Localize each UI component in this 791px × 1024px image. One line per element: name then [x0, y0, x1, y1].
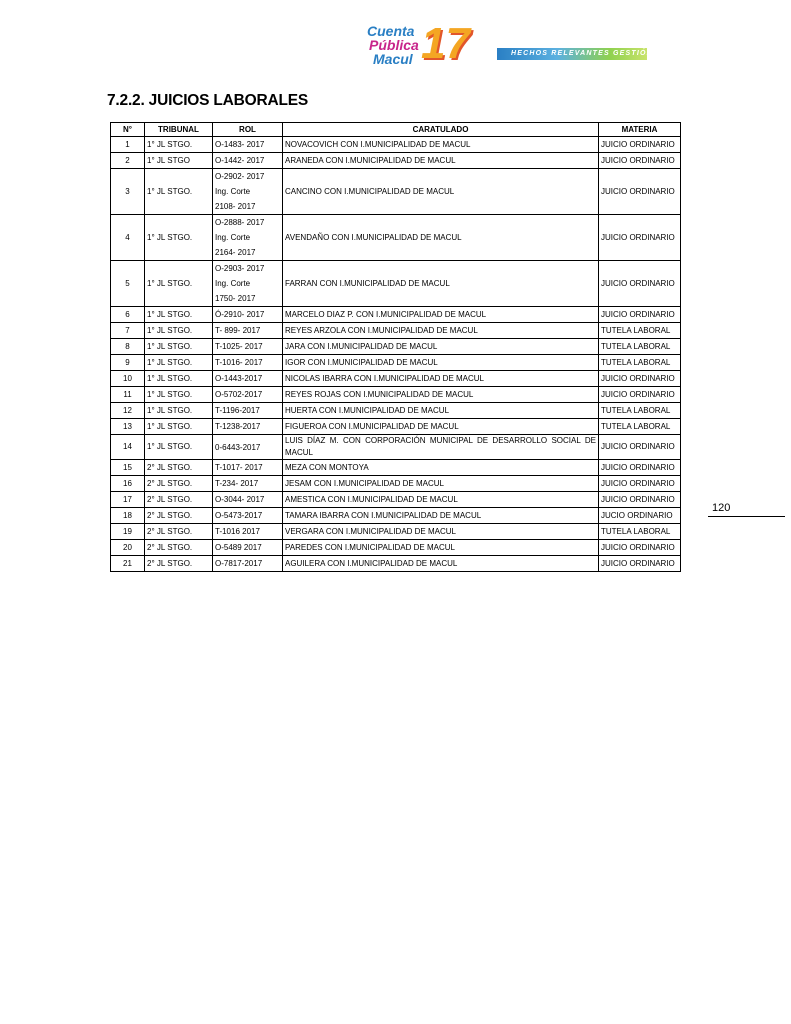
cell-caratulado: VERGARA CON I.MUNICIPALIDAD DE MACUL: [283, 524, 599, 540]
cell-materia: JUCIO ORDINARIO: [599, 508, 681, 524]
cell-number: 9: [111, 355, 145, 371]
cell-rol: [213, 403, 283, 419]
cell-caratulado: AGUILERA CON I.MUNICIPALIDAD DE MACUL: [283, 556, 599, 572]
rol-line: T-1017- 2017: [215, 463, 263, 472]
table-row: [111, 169, 681, 215]
cell-number: 11: [111, 387, 145, 403]
page-number: 120: [712, 502, 731, 514]
rol-line: O-5702-2017: [215, 390, 263, 399]
rol-line: O-2888- 2017: [215, 218, 265, 227]
cell-caratulado: FARRAN CON I.MUNICIPALIDAD DE MACUL: [283, 261, 599, 307]
rol-line: O-1483- 2017: [215, 140, 265, 149]
cell-caratulado: JARA CON I.MUNICIPALIDAD DE MACUL: [283, 339, 599, 355]
cell-tribunal: 2° JL STGO.: [145, 540, 213, 556]
cell-caratulado: REYES ARZOLA CON I.MUNICIPALIDAD DE MACUL: [283, 323, 599, 339]
rol-line: Ó-2910- 2017: [215, 310, 265, 319]
cell-tribunal: 2° JL STGO.: [145, 524, 213, 540]
table-body: [111, 137, 681, 572]
cell-rol: [213, 323, 283, 339]
cell-tribunal: 1° JL STGO.: [145, 323, 213, 339]
cell-materia: JUICIO ORDINARIO: [599, 476, 681, 492]
cell-materia: JUICIO ORDINARIO: [599, 387, 681, 403]
rol-line: O-5489 2017: [215, 543, 262, 552]
cell-tribunal: 1° JL STGO.: [145, 387, 213, 403]
cell-rol: [213, 261, 283, 307]
cell-materia: JUICIO ORDINARIO: [599, 153, 681, 169]
cell-rol: [213, 435, 283, 460]
column-header-rol: ROL: [213, 123, 283, 137]
table-row: [111, 307, 681, 323]
cell-materia: JUICIO ORDINARIO: [599, 137, 681, 153]
logo-wordmark: [367, 24, 419, 66]
cell-number: 12: [111, 403, 145, 419]
cell-rol: [213, 387, 283, 403]
cell-materia: JUICIO ORDINARIO: [599, 556, 681, 572]
column-header-tribunal: TRIBUNAL: [145, 123, 213, 137]
cell-materia: JUICIO ORDINARIO: [599, 307, 681, 323]
cell-tribunal: 1° JL STGO.: [145, 371, 213, 387]
cell-rol: [213, 524, 283, 540]
cell-tribunal: 1° JL STGO.: [145, 339, 213, 355]
cell-tribunal: 1° JL STGO: [145, 153, 213, 169]
cell-caratulado: CANCINO CON I.MUNICIPALIDAD DE MACUL: [283, 169, 599, 215]
table-row: [111, 476, 681, 492]
table-row: [111, 524, 681, 540]
banner-text: HECHOS RELEVANTES GESTIÓN 2017: [511, 50, 677, 57]
cell-caratulado: MEZA CON MONTOYA: [283, 460, 599, 476]
table-row: [111, 339, 681, 355]
cell-caratulado: AMESTICA CON I.MUNICIPALIDAD DE MACUL: [283, 492, 599, 508]
cell-materia: TUTELA LABORAL: [599, 403, 681, 419]
table-row: [111, 460, 681, 476]
rol-line: 1750- 2017: [215, 294, 256, 303]
cell-caratulado: ARANEDA CON I.MUNICIPALIDAD DE MACUL: [283, 153, 599, 169]
cell-tribunal: 1° JL STGO.: [145, 355, 213, 371]
cell-materia: JUICIO ORDINARIO: [599, 371, 681, 387]
rol-line: O-1442- 2017: [215, 156, 265, 165]
cell-materia: TUTELA LABORAL: [599, 524, 681, 540]
cell-tribunal: 1° JL STGO.: [145, 261, 213, 307]
cell-rol: [213, 215, 283, 261]
table-row: [111, 540, 681, 556]
cell-materia: JUICIO ORDINARIO: [599, 261, 681, 307]
rol-line: T- 899- 2017: [215, 326, 261, 335]
cell-number: 18: [111, 508, 145, 524]
cell-number: 1: [111, 137, 145, 153]
cell-caratulado: REYES ROJAS CON I.MUNICIPALIDAD DE MACUL: [283, 387, 599, 403]
cell-rol: [213, 169, 283, 215]
table-row: [111, 215, 681, 261]
cell-caratulado: LUIS DÍAZ M. CON CORPORACIÓN MUNICIPAL DE DESARROLLO SOCIAL DE MACUL: [283, 435, 599, 460]
cell-tribunal: 2° JL STGO.: [145, 476, 213, 492]
table-row: [111, 508, 681, 524]
logo-line-2: Pública: [369, 37, 419, 53]
table-row: [111, 403, 681, 419]
cell-rol: [213, 153, 283, 169]
cell-caratulado: NICOLAS IBARRA CON I.MUNICIPALIDAD DE MACUL: [283, 371, 599, 387]
rol-line: T-1016 2017: [215, 527, 260, 536]
cell-rol: [213, 556, 283, 572]
rol-line: O-5473-2017: [215, 511, 263, 520]
page-number-rule: [708, 516, 785, 517]
cell-number: 7: [111, 323, 145, 339]
cell-materia: JUICIO ORDINARIO: [599, 492, 681, 508]
rol-line: T-1025- 2017: [215, 342, 263, 351]
cell-rol: [213, 137, 283, 153]
cell-rol: [213, 540, 283, 556]
column-header-caratulado: CARATULADO: [283, 123, 599, 137]
cell-number: 20: [111, 540, 145, 556]
cell-materia: TUTELA LABORAL: [599, 323, 681, 339]
cell-rol: [213, 355, 283, 371]
table-header-row: [111, 123, 681, 137]
cell-number: 19: [111, 524, 145, 540]
cell-tribunal: 2° JL STGO.: [145, 508, 213, 524]
cell-materia: TUTELA LABORAL: [599, 355, 681, 371]
cell-caratulado: PAREDES CON I.MUNICIPALIDAD DE MACUL: [283, 540, 599, 556]
header-banner: [497, 48, 677, 60]
cell-caratulado: MARCELO DIAZ P. CON I.MUNICIPALIDAD DE MACUL: [283, 307, 599, 323]
cell-materia: TUTELA LABORAL: [599, 419, 681, 435]
cell-materia: JUICIO ORDINARIO: [599, 460, 681, 476]
table-row: [111, 261, 681, 307]
cell-number: 4: [111, 215, 145, 261]
table-row: [111, 137, 681, 153]
table-row: [111, 435, 681, 460]
cell-tribunal: 1° JL STGO.: [145, 419, 213, 435]
cell-caratulado: TAMARA IBARRA CON I.MUNICIPALIDAD DE MACUL: [283, 508, 599, 524]
cell-rol: [213, 460, 283, 476]
table-row: [111, 387, 681, 403]
cell-materia: JUICIO ORDINARIO: [599, 215, 681, 261]
rol-line: Ing. Corte: [215, 187, 251, 196]
juicios-laborales-table: [110, 122, 681, 572]
rol-line: T-234- 2017: [215, 479, 259, 488]
logo-line-3: Macul: [373, 51, 413, 67]
logo-line-1: Cuenta: [367, 23, 415, 39]
rol-line: 0-6443-2017: [215, 442, 261, 452]
cell-rol: [213, 492, 283, 508]
cell-tribunal: 1° JL STGO.: [145, 215, 213, 261]
cell-tribunal: 1° JL STGO.: [145, 403, 213, 419]
rol-line: O-2902- 2017: [215, 172, 265, 181]
cell-number: 14: [111, 435, 145, 460]
cell-number: 3: [111, 169, 145, 215]
cell-caratulado: HUERTA CON I.MUNICIPALIDAD DE MACUL: [283, 403, 599, 419]
rol-line: 2108- 2017: [215, 202, 256, 211]
cell-number: 10: [111, 371, 145, 387]
cell-tribunal: 2° JL STGO.: [145, 492, 213, 508]
table-row: [111, 556, 681, 572]
cell-number: 13: [111, 419, 145, 435]
rol-line: Ing. Corte: [215, 279, 251, 288]
cell-tribunal: 1° JL STGO.: [145, 169, 213, 215]
cell-number: 17: [111, 492, 145, 508]
cell-number: 2: [111, 153, 145, 169]
cell-tribunal: 1° JL STGO.: [145, 307, 213, 323]
cell-number: 8: [111, 339, 145, 355]
table-row: [111, 355, 681, 371]
cell-tribunal: 1° JL STGO.: [145, 137, 213, 153]
rol-line: Ing. Corte: [215, 233, 251, 242]
cell-number: 21: [111, 556, 145, 572]
rol-line: T-1238-2017: [215, 422, 261, 431]
cell-tribunal: 1° JL STGO.: [145, 435, 213, 460]
cell-rol: [213, 508, 283, 524]
rol-line: O-7817-2017: [215, 559, 263, 568]
column-header-materia: MATERIA: [599, 123, 681, 137]
cell-tribunal: 2° JL STGO.: [145, 556, 213, 572]
cell-materia: JUICIO ORDINARIO: [599, 169, 681, 215]
column-header-n: N°: [111, 123, 145, 137]
cell-caratulado: JESAM CON I.MUNICIPALIDAD DE MACUL: [283, 476, 599, 492]
rol-line: O-2903- 2017: [215, 264, 265, 273]
rol-line: O-3044- 2017: [215, 495, 265, 504]
cell-materia: JUICIO ORDINARIO: [599, 540, 681, 556]
cell-number: 5: [111, 261, 145, 307]
cell-tribunal: 2° JL STGO.: [145, 460, 213, 476]
cell-caratulado: NOVACOVICH CON I.MUNICIPALIDAD DE MACUL: [283, 137, 599, 153]
cell-materia: TUTELA LABORAL: [599, 339, 681, 355]
table-row: [111, 419, 681, 435]
rol-line: O-1443-2017: [215, 374, 263, 383]
cell-number: 15: [111, 460, 145, 476]
rol-line: T-1196-2017: [215, 406, 260, 415]
cell-rol: [213, 307, 283, 323]
cell-caratulado: IGOR CON I.MUNICIPALIDAD DE MACUL: [283, 355, 599, 371]
rol-line: 2164- 2017: [215, 248, 256, 257]
logo-number: 17: [421, 19, 470, 68]
section-heading: 7.2.2. JUICIOS LABORALES: [107, 92, 309, 109]
table-row: [111, 492, 681, 508]
cell-rol: [213, 371, 283, 387]
cuenta-publica-logo: [355, 20, 495, 72]
cell-materia: JUICIO ORDINARIO: [599, 435, 681, 460]
cell-number: 16: [111, 476, 145, 492]
rol-line: T-1016- 2017: [215, 358, 263, 367]
cell-rol: [213, 419, 283, 435]
table-row: [111, 371, 681, 387]
table-row: [111, 153, 681, 169]
cell-rol: [213, 339, 283, 355]
cell-number: 6: [111, 307, 145, 323]
cell-caratulado: FIGUEROA CON I.MUNICIPALIDAD DE MACUL: [283, 419, 599, 435]
cell-rol: [213, 476, 283, 492]
cell-caratulado: AVENDAÑO CON I.MUNICIPALIDAD DE MACUL: [283, 215, 599, 261]
table-row: [111, 323, 681, 339]
